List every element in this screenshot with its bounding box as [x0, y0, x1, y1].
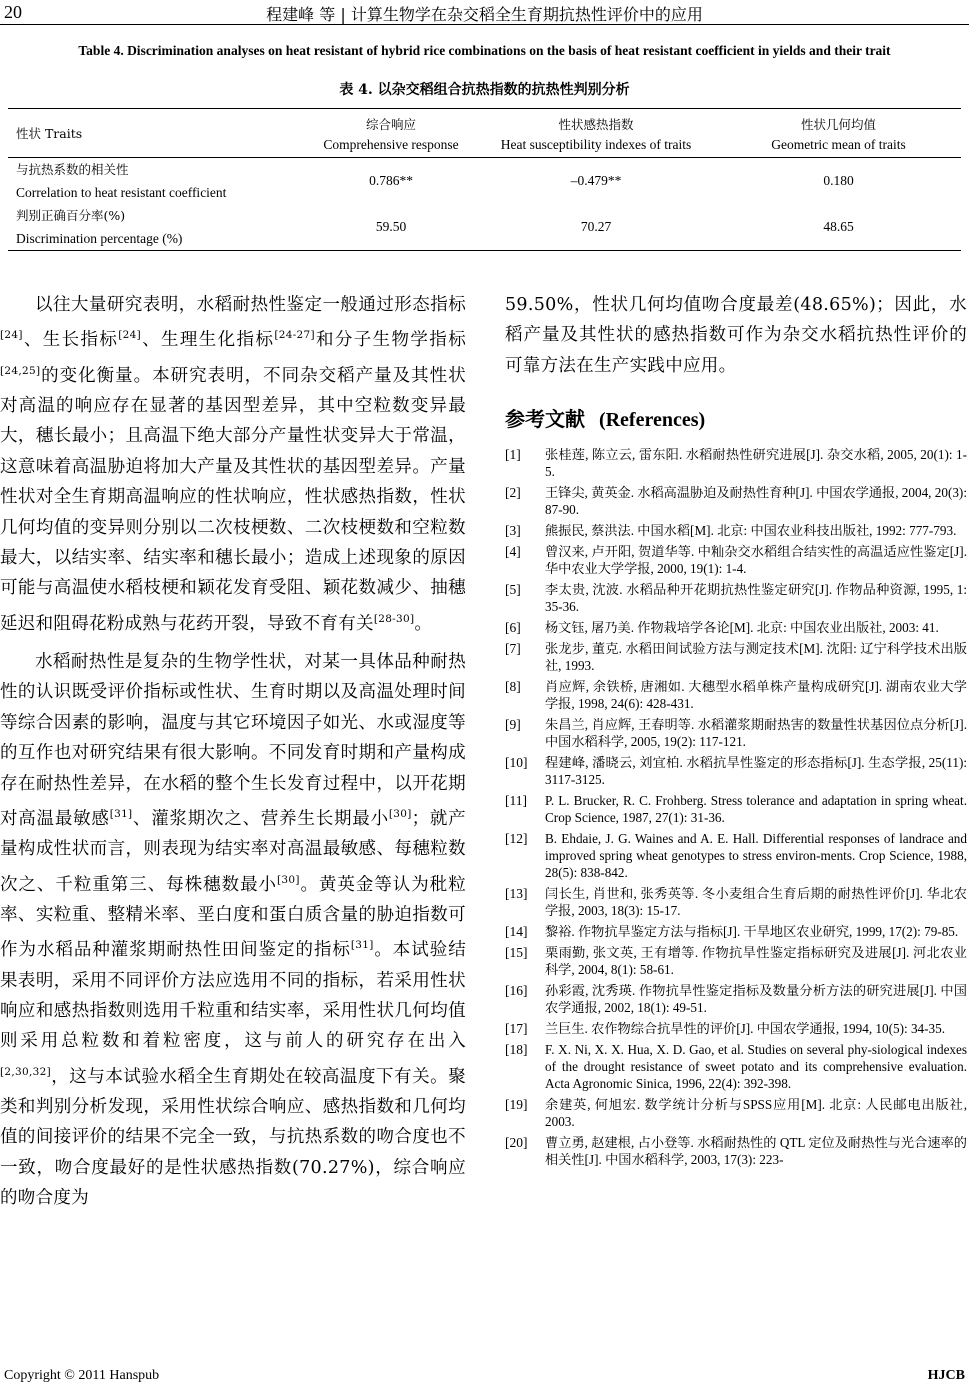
reference-text: P. L. Brucker, R. C. Frohberg. Stress tolerance and adaptation in spring wheat. Crop Science, 1987, 27(1): 31-36.: [545, 793, 967, 826]
results-table: [8, 108, 961, 251]
references-heading: [505, 403, 967, 432]
reference-text: 朱昌兰, 肖应辉, 王春明等. 水稻灌浆期耐热害的数量性状基因位点分析[J]. 中国水稻科学, 2005, 19(2): 117-121.: [545, 717, 967, 750]
column-header-zh: 性状几何均值: [716, 109, 961, 134]
table-cell: 48.65: [716, 204, 961, 251]
reference-text: 熊振民, 蔡洪法. 中国水稻[M]. 北京: 中国农业科技出版社, 1992: 777-793.: [545, 523, 957, 539]
reference-number: [11]: [505, 793, 527, 809]
reference-item: [505, 716, 967, 750]
reference-number: [20]: [505, 1135, 528, 1151]
reference-text: 杨文钰, 屠乃美. 作物栽培学各论[M]. 北京: 中国农业出版社, 2003: 41.: [545, 620, 939, 636]
reference-item: [505, 885, 967, 919]
reference-number: [10]: [505, 755, 528, 771]
reference-number: [4]: [505, 544, 521, 560]
reference-number: [14]: [505, 924, 528, 940]
column-header-en: Geometric mean of traits: [716, 134, 961, 158]
reference-item: [505, 944, 967, 978]
row-label-en: Discrimination percentage (%): [16, 231, 183, 246]
reference-number: [1]: [505, 447, 521, 463]
reference-text: 程建峰, 潘晓云, 刘宜柏. 水稻抗旱性鉴定的形态指标[J]. 生态学报, 25(11): 3117-3125.: [545, 755, 967, 788]
reference-item: [505, 982, 967, 1016]
reference-item: [505, 522, 967, 539]
table-row: [8, 204, 961, 251]
body-paragraph: 59.50%，性状几何均值吻合度最差(48.65%)；因此，水稻产量及其性状的感热指数可作为杂交水稻抗热性评价的可靠方法在生产实践中应用。: [505, 295, 967, 376]
reference-text: B. Ehdaie, J. G. Waines and A. E. Hall. Differential responses of landrace and improved spring wheat genotypes to stress environ-ments. Crop Science, 1988, 28(5): 838-842.: [545, 831, 967, 881]
table-cell: 0.786**: [369, 173, 413, 188]
reference-item: [505, 619, 967, 636]
citation: [30]: [277, 873, 300, 886]
citation: [24,25]: [0, 364, 41, 377]
references-heading-zh: 参考文献: [505, 407, 585, 432]
reference-item: [505, 754, 967, 788]
citation: [2,30,32]: [0, 1065, 51, 1078]
citation: [30]: [388, 807, 412, 820]
row-label-zh: 与抗热系数的相关性: [16, 162, 129, 177]
reference-number: [8]: [505, 679, 521, 695]
reference-number: [18]: [505, 1042, 528, 1058]
column-header-zh: 综合响应: [306, 109, 476, 134]
reference-number: [17]: [505, 1021, 528, 1037]
reference-item: [505, 1134, 967, 1168]
reference-text: 张桂莲, 陈立云, 雷东阳. 水稻耐热性研究进展[J]. 杂交水稻, 2005, 20(1): 1-5.: [545, 447, 967, 480]
row-label-en: Correlation to heat resistant coefficient: [16, 185, 227, 200]
reference-item: [505, 792, 967, 826]
reference-list: [505, 446, 967, 1168]
reference-number: [19]: [505, 1097, 528, 1113]
column-header-zh: 性状感热指数: [476, 109, 716, 134]
reference-number: [3]: [505, 523, 521, 539]
reference-text: 张龙步, 董克. 水稻田间试验方法与测定技术[M]. 沈阳: 辽宁科学技术出版社, 1993.: [545, 641, 967, 674]
reference-item: [505, 446, 967, 480]
table-cell: 0.180: [823, 173, 854, 188]
column-header-en: Heat susceptibility indexes of traits: [476, 134, 716, 158]
running-header: 程建峰 等 | 计算生物学在杂交稻全生育期抗热性评价中的应用: [266, 5, 703, 24]
citation: [31]: [350, 939, 374, 952]
reference-number: [9]: [505, 717, 521, 733]
reference-item: [505, 830, 967, 881]
table-cell: –0.479**: [570, 173, 622, 188]
reference-text: 曾汉来, 卢开阳, 贺道华等. 中籼杂交水稻组合结实性的高温适应性鉴定[J]. 华中农业大学学报, 2000, 19(1): 1-4.: [545, 544, 967, 577]
reference-text: 曹立勇, 赵建根, 占小登等. 水稻耐热性的 QTL 定位及耐热性与光合速率的相关性[J]. 中国水稻科学, 2003, 17(3): 223-: [545, 1135, 967, 1168]
citation: [31]: [109, 807, 133, 820]
header-rule: [0, 24, 969, 25]
reference-item: [505, 640, 967, 674]
reference-text: 黎裕. 作物抗旱鉴定方法与指标[J]. 干旱地区农业研究, 1999, 17(2): 79-85.: [545, 924, 959, 940]
citation: [24-27]: [274, 329, 315, 342]
reference-text: 栗雨勤, 张文英, 王有增等. 作物抗旱性鉴定指标研究及进展[J]. 河北农业科学, 2004, 8(1): 58-61.: [545, 945, 967, 978]
citation: [24]: [118, 329, 142, 342]
table-caption-zh: 表 4. 以杂交稻组合抗热指数的抗热性判别分析: [339, 82, 630, 98]
reference-item: [505, 1096, 967, 1130]
citation: [28-30]: [373, 612, 415, 625]
column-header-en: Comprehensive response: [306, 134, 476, 158]
citation: [24]: [0, 329, 23, 342]
reference-number: [13]: [505, 886, 528, 902]
reference-number: [15]: [505, 945, 528, 961]
left-column: [0, 290, 466, 1214]
reference-text: 闫长生, 肖世和, 张秀英等. 冬小麦组合生育后期的耐热性评价[J]. 华北农学报, 2003, 18(3): 15-17.: [545, 886, 967, 919]
reference-item: [505, 923, 967, 940]
row-label-zh: 判别正确百分率(%): [16, 208, 126, 223]
reference-item: [505, 1020, 967, 1037]
reference-text: 兰巨生. 农作物综合抗旱性的评价[J]. 中国农学通报, 1994, 10(5): 34-35.: [545, 1021, 946, 1037]
table-row: [8, 158, 961, 205]
page-number: 20: [4, 2, 22, 22]
body-paragraph: 水稻耐热性是复杂的生物学性状，对某一具体品种耐热性的认识既受评价指标或性状、生育时期以及高温处理时间等综合因素的影响，温度与其它环境因子如光、水或湿度等的互作也对研究结果有很大影响。不同发育时期和产量构成存在耐热性差异，在水稻的整个生长发育过程中，以开花期对高温最敏感[31]、灌浆期次之、营养生长期最小[30]；就产量构成性状而言，则表现为结实率对高温最敏感、每穗粒数次之、千粒重第三、每株穗数最小[30]。黄英金等认为秕粒率、实粒重、整精米率、垩白度和蛋白质含量的胁迫指数可作为水稻品种灌浆期耐热性田间鉴定的指标[31]。本试验结果表明，采用不同评价方法应选用不同的指标，若采用性状响应和感热指数则选用千粒重和结实率，采用性状几何均值则采用总粒数和着粒密度，这与前人的研究存在出入[2,30,32]，这与本试验水稻全生育期处在较高温度下有关。聚类和判别分析发现，采用性状综合响应、感热指数和几何均值的间接评价的结果不完全一致，与抗热系数的吻合度也不一致，吻合度最好的是性状感热指数(70.27%)，综合响应的吻合度为: [0, 651, 467, 1209]
reference-number: [12]: [505, 831, 528, 847]
reference-item: [505, 543, 967, 577]
footer-journal: HJCB: [927, 1368, 965, 1383]
reference-number: [6]: [505, 620, 521, 636]
table-header-traits: 性状 Traits: [8, 109, 306, 158]
footer-copyright: Copyright © 2011 Hanspub: [4, 1368, 160, 1383]
reference-number: [7]: [505, 641, 521, 657]
reference-item: [505, 1041, 967, 1092]
table-cell: 59.50: [306, 204, 476, 251]
reference-text: 李太贵, 沈波. 水稻品种开花期抗热性鉴定研究[J]. 作物品种资源, 1995, 1: 35-36.: [545, 582, 967, 615]
body-paragraph: 以往大量研究表明，水稻耐热性鉴定一般通过形态指标[24]、生长指标[24]、生理生化指标[24-27]和分子生物学指标[24,25]的变化衡量。本研究表明，不同杂交稻产量及其性状对高温的响应存在显著的基因型差异，其中空粒数变异最大，穗长最小；且高温下绝大部分产量性状变异大于常温，这意味着高温胁迫将加大产量及其性状的基因型差异。产量性状对全生育期高温响应的性状响应，性状感热指数，性状几何均值的变异则分别以二次枝梗数、二次枝梗数和空粒数最大，以结实率、结实率和穗长最小；造成上述现象的原因可能与高温使水稻枝梗和颖花发育受阻、颖花数减少、抽穗延迟和阻碍花粉成熟与花药开裂，导致不育有关[28-30]。: [0, 295, 466, 634]
reference-text: 王锋尖, 黄英金. 水稻高温胁迫及耐热性育种[J]. 中国农学通报, 2004, 20(3): 87-90.: [545, 485, 967, 518]
reference-number: [5]: [505, 582, 521, 598]
reference-number: [2]: [505, 485, 521, 501]
reference-item: [505, 678, 967, 712]
references-heading-en: (References): [598, 409, 706, 432]
right-column: [505, 290, 967, 1172]
reference-text: 肖应辉, 余铁桥, 唐湘如. 大穗型水稻单株产量构成研究[J]. 湖南农业大学学报, 1998, 24(6): 428-431.: [545, 679, 967, 712]
reference-text: 孙彩霞, 沈秀瑛. 作物抗旱性鉴定指标及数量分析方法的研究进展[J]. 中国农学通报, 2002, 18(1): 49-51.: [545, 983, 967, 1016]
reference-text: F. X. Ni, X. X. Hua, X. D. Gao, et al. Studies on several phy-siological indexes of the drought resistance of sweet potato and its comprehensive evaluation. Acta Agronomic Sinica, 1996, 22(4): 392-398.: [545, 1042, 967, 1092]
reference-text: 余建英, 何旭宏. 数学统计分析与SPSS应用[M]. 北京: 人民邮电出版社, 2003.: [545, 1097, 967, 1130]
reference-item: [505, 581, 967, 615]
table-cell: 70.27: [476, 204, 716, 251]
reference-item: [505, 484, 967, 518]
reference-number: [16]: [505, 983, 528, 999]
table-caption-en: Table 4. Discrimination analyses on heat resistant of hybrid rice combinations on the basis of heat resistant coefficient in yields and their trait: [78, 43, 891, 58]
